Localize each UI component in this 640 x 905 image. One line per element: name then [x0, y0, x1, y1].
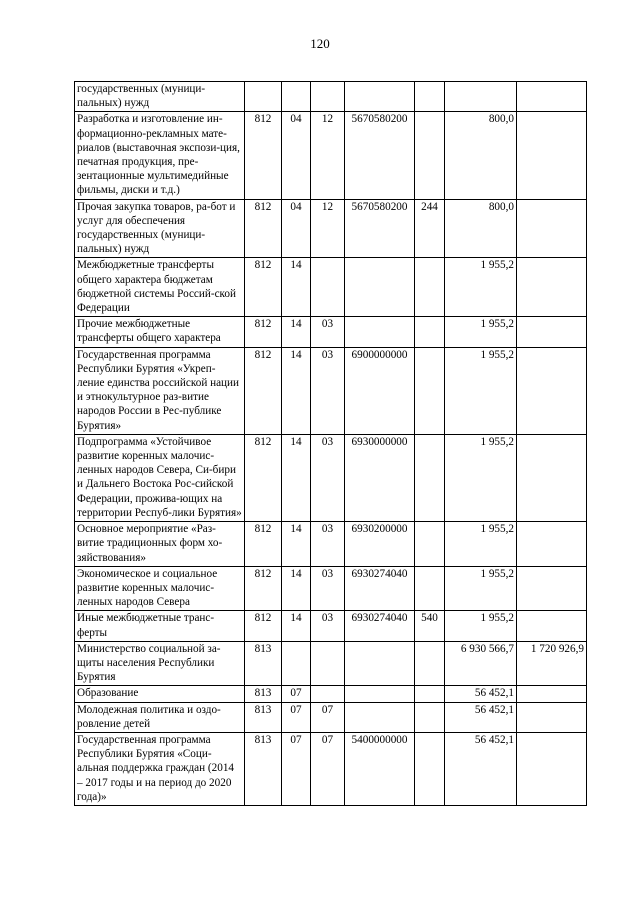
expense-type-cell — [415, 732, 445, 805]
amount-cell: 1 955,2 — [445, 347, 517, 434]
expense-type-cell — [415, 434, 445, 521]
subsection-code-cell — [311, 258, 345, 317]
item-name-cell: Государственная программа Республики Бурятия «Укреп-ление единства российской нации и этнокультурное раз-витие народов России в Рес-публике Бурятия» — [75, 347, 245, 434]
table-row — [75, 732, 587, 805]
table-row — [75, 258, 587, 317]
section-code-cell — [282, 641, 311, 686]
amount-cell: 800,0 — [445, 199, 517, 258]
amount-2-cell — [517, 317, 587, 347]
ministry-code-cell: 812 — [245, 258, 282, 317]
amount-cell: 1 955,2 — [445, 566, 517, 611]
expense-type-cell: 540 — [415, 611, 445, 641]
expense-type-cell — [415, 112, 445, 199]
ministry-code-cell: 812 — [245, 317, 282, 347]
amount-cell: 56 452,1 — [445, 702, 517, 732]
expense-type-cell — [415, 566, 445, 611]
target-article-cell: 6900000000 — [345, 347, 415, 434]
target-article-cell: 5400000000 — [345, 732, 415, 805]
ministry-code-cell: 812 — [245, 112, 282, 199]
table-row — [75, 112, 587, 199]
subsection-code-cell: 12 — [311, 112, 345, 199]
ministry-code-cell: 813 — [245, 732, 282, 805]
target-article-cell — [345, 317, 415, 347]
item-name-cell: Министерство социальной за-щиты населения Республики Бурятия — [75, 641, 245, 686]
item-name-cell: Экономическое и социальное развитие коренных малочис-ленных народов Севера — [75, 566, 245, 611]
table-row — [75, 199, 587, 258]
subsection-code-cell: 12 — [311, 199, 345, 258]
item-name-cell: Основное мероприятие «Раз-витие традиционных форм хо-зяйствования» — [75, 522, 245, 567]
amount-cell — [445, 82, 517, 112]
ministry-code-cell — [245, 82, 282, 112]
target-article-cell — [345, 702, 415, 732]
target-article-cell — [345, 258, 415, 317]
amount-2-cell — [517, 82, 587, 112]
expense-type-cell: 244 — [415, 199, 445, 258]
target-article-cell — [345, 641, 415, 686]
target-article-cell — [345, 82, 415, 112]
item-name-cell: Молодежная политика и оздо-ровление детей — [75, 702, 245, 732]
amount-cell: 6 930 566,7 — [445, 641, 517, 686]
amount-cell: 1 955,2 — [445, 611, 517, 641]
amount-2-cell: 1 720 926,9 — [517, 641, 587, 686]
section-code-cell: 14 — [282, 611, 311, 641]
item-name-cell: Образование — [75, 686, 245, 702]
ministry-code-cell: 813 — [245, 641, 282, 686]
section-code-cell: 14 — [282, 317, 311, 347]
amount-cell: 56 452,1 — [445, 732, 517, 805]
page-number: 120 — [310, 36, 330, 51]
table-body — [75, 82, 587, 806]
item-name-cell: Межбюджетные трансферты общего характера бюджетам бюджетной системы Россий-ской Федерации — [75, 258, 245, 317]
target-article-cell: 6930000000 — [345, 434, 415, 521]
table-row — [75, 641, 587, 686]
section-code-cell: 07 — [282, 686, 311, 702]
amount-2-cell — [517, 522, 587, 567]
subsection-code-cell: 03 — [311, 522, 345, 567]
table-row — [75, 686, 587, 702]
section-code-cell — [282, 82, 311, 112]
subsection-code-cell: 03 — [311, 317, 345, 347]
ministry-code-cell: 812 — [245, 522, 282, 567]
expense-type-cell — [415, 686, 445, 702]
table-row — [75, 347, 587, 434]
expense-type-cell — [415, 258, 445, 317]
budget-table — [74, 81, 587, 806]
target-article-cell: 6930274040 — [345, 611, 415, 641]
section-code-cell: 14 — [282, 347, 311, 434]
subsection-code-cell — [311, 82, 345, 112]
item-name-cell: Иные межбюджетные транс-ферты — [75, 611, 245, 641]
ministry-code-cell: 813 — [245, 686, 282, 702]
target-article-cell: 6930274040 — [345, 566, 415, 611]
subsection-code-cell — [311, 686, 345, 702]
table-row — [75, 317, 587, 347]
amount-cell: 800,0 — [445, 112, 517, 199]
section-code-cell: 07 — [282, 732, 311, 805]
expense-type-cell — [415, 522, 445, 567]
amount-cell: 56 452,1 — [445, 686, 517, 702]
amount-cell: 1 955,2 — [445, 522, 517, 567]
ministry-code-cell: 813 — [245, 702, 282, 732]
amount-cell: 1 955,2 — [445, 434, 517, 521]
section-code-cell: 14 — [282, 522, 311, 567]
table-row — [75, 702, 587, 732]
item-name-cell: Государственная программа Республики Бурятия «Соци-альная поддержка граждан (2014 – 2017 годы и на период до 2020 года)» — [75, 732, 245, 805]
ministry-code-cell: 812 — [245, 347, 282, 434]
expense-type-cell — [415, 82, 445, 112]
amount-2-cell — [517, 112, 587, 199]
section-code-cell: 14 — [282, 434, 311, 521]
amount-2-cell — [517, 347, 587, 434]
amount-2-cell — [517, 686, 587, 702]
expense-type-cell — [415, 317, 445, 347]
subsection-code-cell: 03 — [311, 347, 345, 434]
item-name-cell: Прочие межбюджетные трансферты общего характера — [75, 317, 245, 347]
table-row — [75, 611, 587, 641]
section-code-cell: 07 — [282, 702, 311, 732]
item-name-cell: Подпрограмма «Устойчивое развитие коренных малочис-ленных народов Севера, Си-бири и Дальнего Востока Рос-сийской Федерации, прожива-ющих на территории Респуб-лики Бурятия» — [75, 434, 245, 521]
subsection-code-cell: 07 — [311, 732, 345, 805]
table-row — [75, 522, 587, 567]
subsection-code-cell: 03 — [311, 566, 345, 611]
ministry-code-cell: 812 — [245, 199, 282, 258]
target-article-cell: 6930200000 — [345, 522, 415, 567]
expense-type-cell — [415, 641, 445, 686]
ministry-code-cell: 812 — [245, 434, 282, 521]
amount-2-cell — [517, 258, 587, 317]
section-code-cell: 14 — [282, 258, 311, 317]
section-code-cell: 04 — [282, 199, 311, 258]
item-name-cell: Разработка и изготовление ин-формационно-рекламных мате-риалов (выставочная экспози-ция, печатная продукция, пре-зентационные мультимедийные фильмы, диски и т.д.) — [75, 112, 245, 199]
amount-2-cell — [517, 611, 587, 641]
ministry-code-cell: 812 — [245, 611, 282, 641]
amount-2-cell — [517, 702, 587, 732]
section-code-cell: 04 — [282, 112, 311, 199]
table-row — [75, 82, 587, 112]
item-name-cell: государственных (муници-пальных) нужд — [75, 82, 245, 112]
subsection-code-cell: 07 — [311, 702, 345, 732]
table-row — [75, 434, 587, 521]
expense-type-cell — [415, 347, 445, 434]
amount-2-cell — [517, 199, 587, 258]
amount-2-cell — [517, 732, 587, 805]
target-article-cell: 5670580200 — [345, 199, 415, 258]
subsection-code-cell — [311, 641, 345, 686]
ministry-code-cell: 812 — [245, 566, 282, 611]
amount-2-cell — [517, 566, 587, 611]
section-code-cell: 14 — [282, 566, 311, 611]
amount-cell: 1 955,2 — [445, 258, 517, 317]
expense-type-cell — [415, 702, 445, 732]
target-article-cell — [345, 686, 415, 702]
amount-cell: 1 955,2 — [445, 317, 517, 347]
item-name-cell: Прочая закупка товаров, ра-бот и услуг для обеспечения государственных (муници-пальных) нужд — [75, 199, 245, 258]
subsection-code-cell: 03 — [311, 611, 345, 641]
amount-2-cell — [517, 434, 587, 521]
subsection-code-cell: 03 — [311, 434, 345, 521]
target-article-cell: 5670580200 — [345, 112, 415, 199]
table-row — [75, 566, 587, 611]
